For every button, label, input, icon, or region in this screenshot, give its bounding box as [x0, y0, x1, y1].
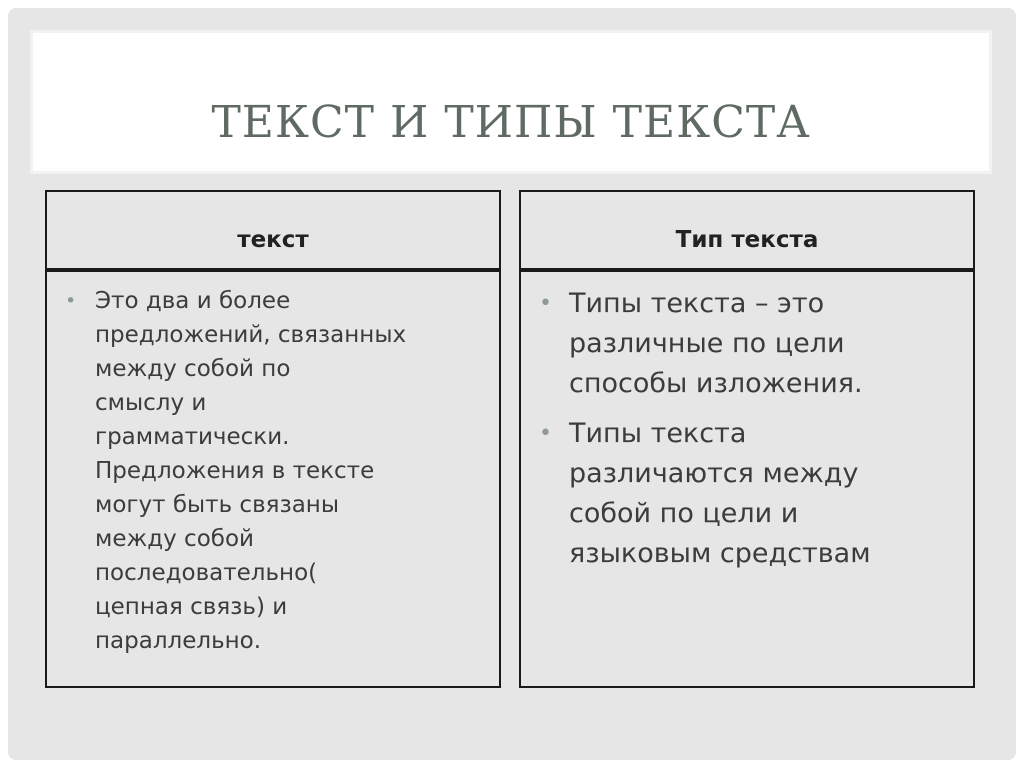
slide-title: ТЕКСТ И ТИПЫ ТЕКСТА — [211, 97, 811, 148]
left-column-header: текст — [45, 190, 501, 270]
list-item — [539, 414, 965, 574]
left-bullet-list — [65, 284, 491, 658]
bullet-line: различаются между — [569, 458, 859, 489]
bullet-line: Предложения в тексте — [95, 458, 375, 484]
bullet-dot-icon: • — [65, 290, 77, 312]
bullet-line: языковым средствам — [569, 538, 871, 569]
bullet-line: Это два и более — [95, 288, 291, 314]
bullet-line: цепная связь) и — [95, 594, 288, 620]
list-item — [65, 284, 491, 658]
right-bullet-list — [539, 284, 965, 574]
left-column-content — [45, 270, 501, 688]
bullet-line: могут быть связаны — [95, 492, 339, 518]
bullet-line: собой по цели и — [569, 498, 799, 529]
bullet-line: предложений, связанных — [95, 322, 407, 348]
bullet-dot-icon: • — [539, 291, 552, 316]
bullet-line: между собой — [95, 526, 254, 552]
bullet-dot-icon: • — [539, 421, 552, 446]
bullet-line: Типы текста – это — [569, 288, 825, 319]
slide — [8, 8, 1016, 760]
bullet-line: различные по цели — [569, 328, 845, 359]
bullet-line: последовательно( — [95, 560, 318, 586]
bullet-line: Типы текста — [569, 418, 747, 449]
bullet-line: смыслу и — [95, 390, 207, 416]
bullet-line: грамматически. — [95, 424, 290, 450]
list-item — [539, 284, 965, 404]
title-band — [30, 30, 992, 174]
bullet-line: параллельно. — [95, 628, 262, 654]
bullet-line: способы изложения. — [569, 368, 863, 399]
right-column-header: Тип текста — [519, 190, 975, 270]
bullet-line: между собой по — [95, 356, 291, 382]
right-column-content — [519, 270, 975, 688]
